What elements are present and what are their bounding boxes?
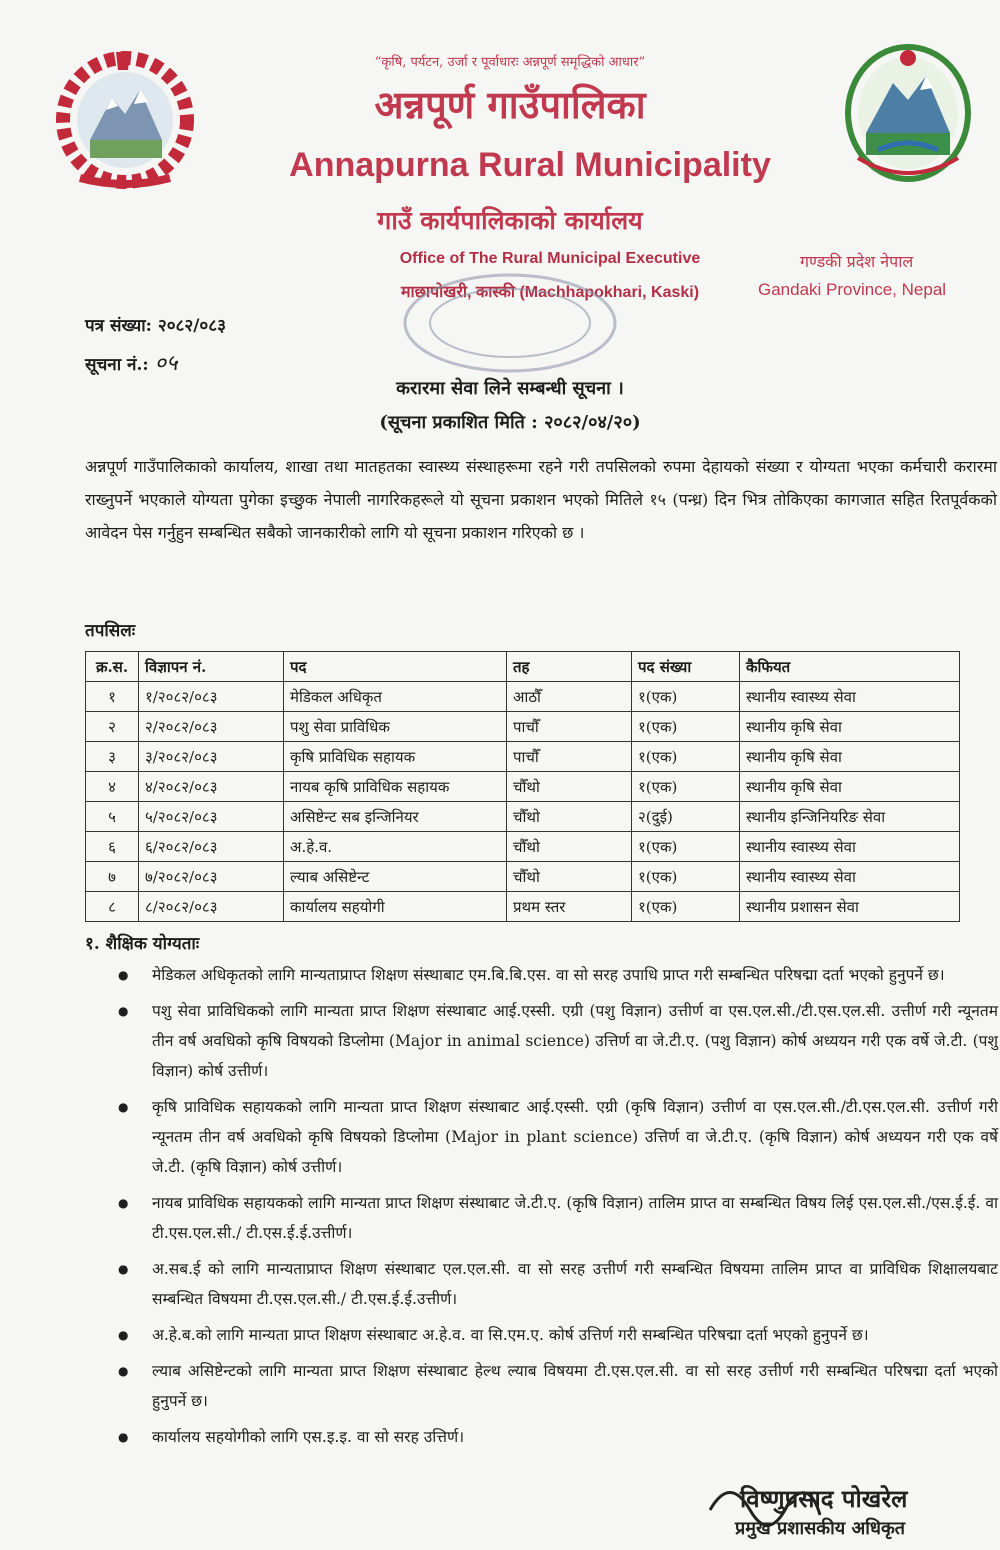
cell-remarks: स्थानीय कृषि सेवा (740, 772, 960, 802)
cell-post: कृषि प्राविधिक सहायक (284, 742, 507, 772)
signatory-name: विष्णुप्रसाद पोखरेल (740, 1484, 908, 1513)
letter-number-value: २०८२/०८३ (157, 316, 226, 336)
cell-sn: ४ (86, 772, 139, 802)
cell-remarks: स्थानीय स्वास्थ्य सेवा (740, 862, 960, 892)
qualifications-list (118, 960, 998, 1452)
vacancy-table (85, 651, 960, 922)
qualification-item: ● पशु सेवा प्राविधिकको लागि मान्यता प्राप्त शिक्षण संस्थाबाट आई.एस्सी. एग्री (पशु विज्ञान) उत्तीर्ण वा एस.एल.सी./टी.एस.एल.सी. उत्तीर्ण गरी न्यूनतम तीन वर्ष अवधिको कृषि विषयको डिप्लोमा (Major in animal science) उत्तिर्ण वा जे.टी.ए. (पशु विज्ञान) कोर्ष अध्ययन गरी एक वर्षे जे.टी. (पशु विज्ञान) कोर्ष उत्तीर्ण। (118, 996, 998, 1086)
cell-count: १(एक) (632, 742, 740, 772)
notice-title: करारमा सेवा लिने सम्बन्धी सूचना । (396, 378, 624, 399)
office-stamp-icon (395, 268, 625, 378)
table-row (86, 802, 960, 832)
table-row (86, 712, 960, 742)
municipality-title-en: Annapurna Rural Municipality (289, 146, 771, 184)
header-count: पद संख्या (632, 652, 740, 682)
table-row (86, 892, 960, 922)
office-title-np: गाउँ कार्यपालिकाको कार्यालय (377, 206, 643, 235)
cell-level: पाचौँ (507, 742, 632, 772)
qualification-item: ● मेडिकल अधिकृतको लागि मान्यताप्राप्त शिक्षण संस्थाबाट एम.बि.बि.एस. वा सो सरह उपाधि प्राप्त गरी सम्बन्धित परिषद्मा दर्ता भएको हुनुपर्ने छ। (118, 960, 998, 990)
notice-number-label: सूचना नं.: (85, 355, 149, 375)
cell-level: चौँथो (507, 802, 632, 832)
cell-ad-no: ४/२०८२/०८३ (139, 772, 284, 802)
table-row (86, 832, 960, 862)
qualification-item: ● नायब प्राविधिक सहायकको लागि मान्यता प्राप्त शिक्षण संस्थाबाट जे.टी.ए. (कृषि विज्ञान) तालिम प्राप्त वा सम्बन्धित विषय लिई एस.एल.सी./एस.ई.ई. वा टी.एस.एल.सी./ टी.एस.ई.ई.उत्तीर्ण। (118, 1188, 998, 1248)
qualifications-heading: १. शैक्षिक योग्यताः (85, 934, 200, 954)
cell-sn: २ (86, 712, 139, 742)
cell-sn: १ (86, 682, 139, 712)
cell-remarks: स्थानीय इन्जिनियरिङ सेवा (740, 802, 960, 832)
cell-post: मेडिकल अधिकृत (284, 682, 507, 712)
cell-count: १(एक) (632, 862, 740, 892)
office-location: माछापोखरी, कास्की (Machhapokhari, Kaski) (400, 284, 700, 301)
cell-post: असिष्टेन्ट सब इन्जिनियर (284, 802, 507, 832)
cell-remarks: स्थानीय कृषि सेवा (740, 742, 960, 772)
cell-count: १(एक) (632, 682, 740, 712)
notice-body: अन्नपूर्ण गाउँपालिकाको कार्यालय, शाखा तथा मातहतका स्वास्थ्य संस्थाहरूमा रहने गरी तपसिलको रुपमा देहायको संख्या र योग्यता भएका कर्मचारी करारमा राख्नुपर्ने भएकाले योग्यता पुगेका इच्छुक नेपाली नागरिकहरूले यो सूचना प्रकाशन भएको मितिले १५ (पन्ध्र) दिन भित्र तोकिएका कागजात सहित रितपूर्वकको आवेदन पेस गर्नुहुन सम्बन्धित सबैको जानकारीको लागि यो सूचना प्रकाशन गरिएको छ । (85, 457, 997, 542)
letter-number-label: पत्र संख्या: (85, 316, 152, 336)
motto: “कृषि, पर्यटन, उर्जा र पूर्वाधारः अन्नपूर्ण समृद्धिको आधार” (374, 55, 646, 70)
header-post: पद (284, 652, 507, 682)
header-remarks: कैफियत (740, 652, 960, 682)
cell-count: १(एक) (632, 832, 740, 862)
letter-number (85, 313, 226, 336)
cell-ad-no: १/२०८२/०८३ (139, 682, 284, 712)
qualification-item: ● अ.सब.ई को लागि मान्यताप्राप्त शिक्षण संस्थाबाट एल.एल.सी. वा सो सरह उत्तीर्ण गरी सम्बन्धित विषयमा तालिम प्राप्त वा प्राविधिक शिक्षालयबाट सम्बन्धित विषयमा टी.एस.एल.सी./ टी.एस.ई.ई.उत्तीर्ण। (118, 1254, 998, 1314)
cell-ad-no: ७/२०८२/०८३ (139, 862, 284, 892)
cell-remarks: स्थानीय स्वास्थ्य सेवा (740, 682, 960, 712)
cell-remarks: स्थानीय प्रशासन सेवा (740, 892, 960, 922)
cell-post: पशु सेवा प्राविधिक (284, 712, 507, 742)
cell-ad-no: ५/२०८२/०८३ (139, 802, 284, 832)
signatory-title: प्रमुख प्रशासकीय अधिकृत (735, 1518, 906, 1539)
qualification-item: ● कृषि प्राविधिक सहायकको लागि मान्यता प्राप्त शिक्षण संस्थाबाट आई.एस्सी. एग्री (कृषि विज्ञान) उत्तीर्ण वा एस.एल.सी./टी.एस.एल.सी. उत्तीर्ण गरी न्यूनतम तीन वर्ष अवधिको कृषि विषयको डिप्लोमा (Major in plant science) उत्तिर्ण वा जे.टी.ए. (कृषि विज्ञान) कोर्ष अध्ययन गरी एक वर्षे जे.टी. (कृषि विज्ञान) कोर्ष उत्तीर्ण। (118, 1092, 998, 1182)
table-row (86, 742, 960, 772)
cell-ad-no: ८/२०८२/०८३ (139, 892, 284, 922)
cell-sn: ७ (86, 862, 139, 892)
table-label: तपसिलः (85, 621, 136, 641)
cell-sn: ३ (86, 742, 139, 772)
province-np: गण्डकी प्रदेश नेपाल (800, 252, 914, 271)
cell-count: १(एक) (632, 772, 740, 802)
cell-count: २(दुई) (632, 802, 740, 832)
cell-count: १(एक) (632, 712, 740, 742)
cell-post: कार्यालय सहयोगी (284, 892, 507, 922)
cell-level: पाचौँ (507, 712, 632, 742)
header-sn: क्र.स. (86, 652, 139, 682)
municipality-title-np: अन्नपूर्ण गाउँपालिका (374, 82, 646, 127)
cell-sn: ५ (86, 802, 139, 832)
cell-post: ल्याब असिष्टेन्ट (284, 862, 507, 892)
qualification-item: ● अ.हे.ब.को लागि मान्यता प्राप्त शिक्षण संस्थाबाट अ.हे.व. वा सि.एम.ए. कोर्ष उत्तिर्ण गरी सम्बन्धित परिषद्मा दर्ता भएको हुनुपर्ने छ। (118, 1320, 998, 1350)
cell-sn: ८ (86, 892, 139, 922)
cell-level: चौँथो (507, 862, 632, 892)
cell-level: आठौँ (507, 682, 632, 712)
notice-number-value: ०५ (154, 351, 178, 376)
table-row (86, 772, 960, 802)
cell-post: अ.हे.व. (284, 832, 507, 862)
cell-remarks: स्थानीय स्वास्थ्य सेवा (740, 832, 960, 862)
table-header-row (86, 652, 960, 682)
notice-date: (सूचना प्रकाशित मिति : २०८२/०४/२०) (379, 412, 641, 433)
qualification-item: ● ल्याब असिष्टेन्टको लागि मान्यता प्राप्त शिक्षण संस्थाबाट हेल्थ ल्याब विषयमा टी.एस.एल.सी. वा सो सरह उत्तीर्ण गरी सम्बन्धित परिषद्मा दर्ता भएको हुनुपर्ने छ। (118, 1356, 998, 1416)
cell-level: प्रथम स्तर (507, 892, 632, 922)
cell-ad-no: ६/२०८२/०८३ (139, 832, 284, 862)
qualification-item: ● कार्यालय सहयोगीको लागि एस.इ.इ. वा सो सरह उत्तिर्ण। (118, 1422, 998, 1452)
province-en: Gandaki Province, Nepal (758, 280, 947, 299)
table-row (86, 862, 960, 892)
notice-number (85, 347, 178, 377)
header-ad-no: विज्ञापन नं. (139, 652, 284, 682)
cell-level: चौँथो (507, 832, 632, 862)
cell-remarks: स्थानीय कृषि सेवा (740, 712, 960, 742)
nepal-government-emblem-icon (50, 40, 200, 190)
cell-ad-no: २/२०८२/०८३ (139, 712, 284, 742)
cell-post: नायब कृषि प्राविधिक सहायक (284, 772, 507, 802)
cell-level: चौँथो (507, 772, 632, 802)
cell-ad-no: ३/२०८२/०८३ (139, 742, 284, 772)
office-title-en: Office of The Rural Municipal Executive (399, 250, 701, 267)
cell-count: १(एक) (632, 892, 740, 922)
cell-sn: ६ (86, 832, 139, 862)
header-level: तह (507, 652, 632, 682)
table-row (86, 682, 960, 712)
